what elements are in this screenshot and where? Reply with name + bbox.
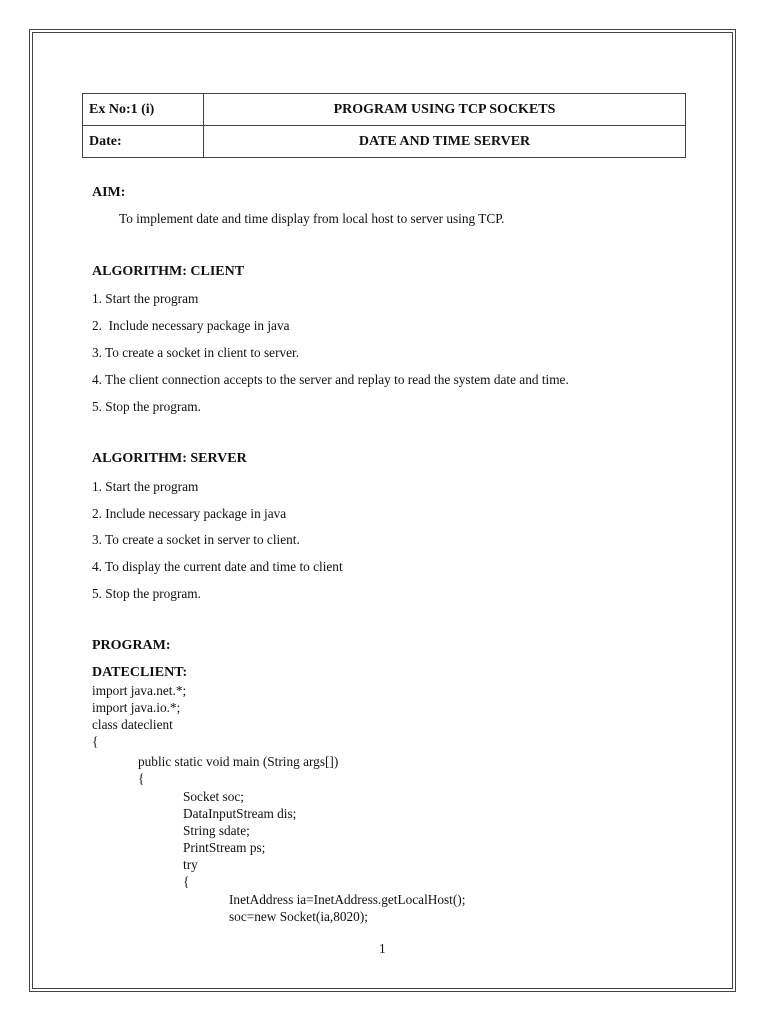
aim-heading: AIM:	[92, 185, 126, 200]
code-line-12: {	[183, 874, 190, 889]
server-step-5: 5. Stop the program.	[92, 586, 201, 601]
client-step-1: 1. Start the program	[92, 291, 199, 306]
code-line-7: Socket soc;	[183, 789, 244, 804]
page-number: 1	[379, 941, 386, 956]
code-line-5: public static void main (String args[])	[138, 754, 339, 769]
code-line-3: class dateclient	[92, 717, 173, 732]
server-step-1: 1. Start the program	[92, 479, 199, 494]
code-line-6: {	[138, 771, 145, 786]
subtitle-cell: DATE AND TIME SERVER	[204, 126, 686, 158]
ex-no-cell: Ex No:1 (i)	[83, 94, 204, 126]
code-line-4: {	[92, 734, 99, 749]
code-line-2: import java.io.*;	[92, 700, 181, 715]
date-cell: Date:	[83, 126, 204, 158]
code-line-13: InetAddress ia=InetAddress.getLocalHost();	[229, 892, 466, 907]
program-heading: PROGRAM:	[92, 638, 171, 653]
code-line-1: import java.net.*;	[92, 683, 187, 698]
header-row-2	[83, 126, 686, 158]
code-line-10: PrintStream ps;	[183, 840, 266, 855]
server-step-2: 2. Include necessary package in java	[92, 506, 287, 521]
code-line-8: DataInputStream dis;	[183, 806, 297, 821]
algorithm-server-heading: ALGORITHM: SERVER	[92, 451, 247, 466]
code-line-11: try	[183, 857, 198, 872]
header-row-1	[83, 94, 686, 126]
client-step-5: 5. Stop the program.	[92, 399, 201, 414]
client-step-4: 4. The client connection accepts to the server and replay to read the system date and time.	[92, 372, 569, 387]
client-step-3: 3. To create a socket in client to server.	[92, 345, 300, 360]
title-cell: PROGRAM USING TCP SOCKETS	[204, 94, 686, 126]
code-line-9: String sdate;	[183, 823, 250, 838]
header-table	[82, 93, 686, 158]
dateclient-heading: DATECLIENT:	[92, 665, 188, 680]
server-step-4: 4. To display the current date and time to client	[92, 559, 343, 574]
algorithm-client-heading: ALGORITHM: CLIENT	[92, 264, 245, 279]
client-step-2: 2. Include necessary package in java	[92, 318, 290, 333]
aim-text: To implement date and time display from local host to server using TCP.	[119, 211, 505, 226]
code-line-14: soc=new Socket(ia,8020);	[229, 909, 368, 924]
server-step-3: 3. To create a socket in server to client.	[92, 532, 300, 547]
